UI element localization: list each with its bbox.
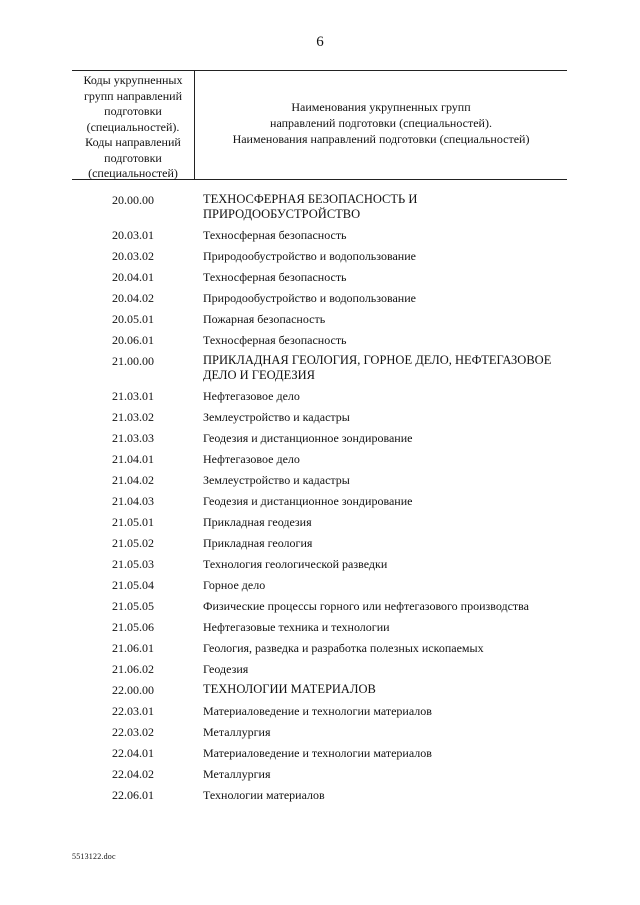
- table-row: [72, 451, 567, 467]
- table-row: [72, 493, 567, 509]
- table-body: [72, 192, 567, 808]
- row-name: Геодезия и дистанционное зондирование: [203, 494, 413, 508]
- group-row: [72, 353, 567, 383]
- row-code: 22.04.01: [112, 746, 154, 760]
- table-row: [72, 766, 567, 782]
- row-name: Техносферная безопасность: [203, 333, 347, 347]
- row-code: 20.04.01: [112, 270, 154, 284]
- row-code: 21.00.00: [112, 354, 154, 368]
- table-row: [72, 514, 567, 530]
- table-row: [72, 745, 567, 761]
- row-code: 20.03.01: [112, 228, 154, 242]
- row-name: Нефтегазовое дело: [203, 389, 300, 403]
- table-row: [72, 724, 567, 740]
- table-row: [72, 430, 567, 446]
- row-code: 21.05.03: [112, 557, 154, 571]
- row-name: Геодезия и дистанционное зондирование: [203, 431, 413, 445]
- table-row: [72, 661, 567, 677]
- row-name: Геодезия: [203, 662, 249, 676]
- table-row: [72, 535, 567, 551]
- table-row: [72, 332, 567, 348]
- row-name: Металлургия: [203, 725, 271, 739]
- header-code-column: Коды укрупненных групп направлений подготовки (специальностей). Коды направлений подготовки (специальностей): [83, 73, 183, 180]
- row-code: 22.03.02: [112, 725, 154, 739]
- row-code: 20.04.02: [112, 291, 154, 305]
- table-row: [72, 703, 567, 719]
- table-row: [72, 619, 567, 635]
- row-code: 22.06.01: [112, 788, 154, 802]
- row-code: 20.03.02: [112, 249, 154, 263]
- row-code: 21.05.04: [112, 578, 154, 592]
- table-row: [72, 311, 567, 327]
- row-code: 21.04.01: [112, 452, 154, 466]
- row-code: 21.05.02: [112, 536, 154, 550]
- row-name: Природообустройство и водопользование: [203, 291, 416, 305]
- row-name: Нефтегазовое дело: [203, 452, 300, 466]
- row-code: 21.03.01: [112, 389, 154, 403]
- row-code: 22.00.00: [112, 683, 154, 697]
- row-code: 21.05.05: [112, 599, 154, 613]
- row-code: 21.03.03: [112, 431, 154, 445]
- row-name: Техносферная безопасность: [203, 228, 347, 242]
- row-code: 20.00.00: [112, 193, 154, 207]
- row-code: 20.06.01: [112, 333, 154, 347]
- row-name: Физические процессы горного или нефтегазового производства: [203, 599, 530, 613]
- row-code: 20.05.01: [112, 312, 154, 326]
- row-code: 22.04.02: [112, 767, 154, 781]
- row-code: 21.04.02: [112, 473, 154, 487]
- row-code: 21.05.01: [112, 515, 154, 529]
- row-name: Нефтегазовые техника и технологии: [203, 620, 390, 634]
- table-row: [72, 248, 567, 264]
- row-name: Технология геологической разведки: [203, 557, 388, 571]
- row-name: Пожарная безопасность: [203, 312, 326, 326]
- row-name: Прикладная геодезия: [203, 515, 312, 529]
- row-name: Землеустройство и кадастры: [203, 473, 350, 487]
- table-row: [72, 598, 567, 614]
- row-name: Материаловедение и технологии материалов: [203, 746, 432, 760]
- row-code: 21.04.03: [112, 494, 154, 508]
- row-name: Прикладная геология: [203, 536, 313, 550]
- header-name-column: Наименования укрупненных групп направлений подготовки (специальностей). Наименования направлений подготовки (специальностей): [232, 100, 530, 146]
- table-row: [72, 227, 567, 243]
- group-row: [72, 192, 567, 222]
- table-header: [72, 70, 567, 180]
- table-row: [72, 472, 567, 488]
- row-name: Техносферная безопасность: [203, 270, 347, 284]
- table-row: [72, 640, 567, 656]
- table-row: [72, 556, 567, 572]
- table-row: [72, 290, 567, 306]
- row-code: 21.06.02: [112, 662, 154, 676]
- table-row: [72, 409, 567, 425]
- row-name: Геология, разведка и разработка полезных ископаемых: [203, 641, 484, 655]
- page-number: 6: [316, 34, 324, 50]
- row-code: 22.03.01: [112, 704, 154, 718]
- row-name: Металлургия: [203, 767, 271, 781]
- table-row: [72, 577, 567, 593]
- row-name: Материаловедение и технологии материалов: [203, 704, 432, 718]
- row-name: Горное дело: [203, 578, 266, 592]
- group-row: [72, 682, 567, 698]
- row-name: ПРИКЛАДНАЯ ГЕОЛОГИЯ, ГОРНОЕ ДЕЛО, НЕФТЕГАЗОВОЕ ДЕЛО И ГЕОДЕЗИЯ: [203, 353, 552, 382]
- footer-filename: 5513122.doc: [72, 852, 116, 861]
- row-name: Природообустройство и водопользование: [203, 249, 416, 263]
- table-row: [72, 269, 567, 285]
- row-code: 21.03.02: [112, 410, 154, 424]
- row-name: Землеустройство и кадастры: [203, 410, 350, 424]
- table-row: [72, 388, 567, 404]
- row-name: Технологии материалов: [203, 788, 325, 802]
- row-code: 21.06.01: [112, 641, 154, 655]
- row-name: ТЕХНОЛОГИИ МАТЕРИАЛОВ: [203, 682, 376, 696]
- table-row: [72, 787, 567, 803]
- row-code: 21.05.06: [112, 620, 154, 634]
- row-name: ТЕХНОСФЕРНАЯ БЕЗОПАСНОСТЬ И ПРИРОДООБУСТРОЙСТВО: [203, 192, 418, 221]
